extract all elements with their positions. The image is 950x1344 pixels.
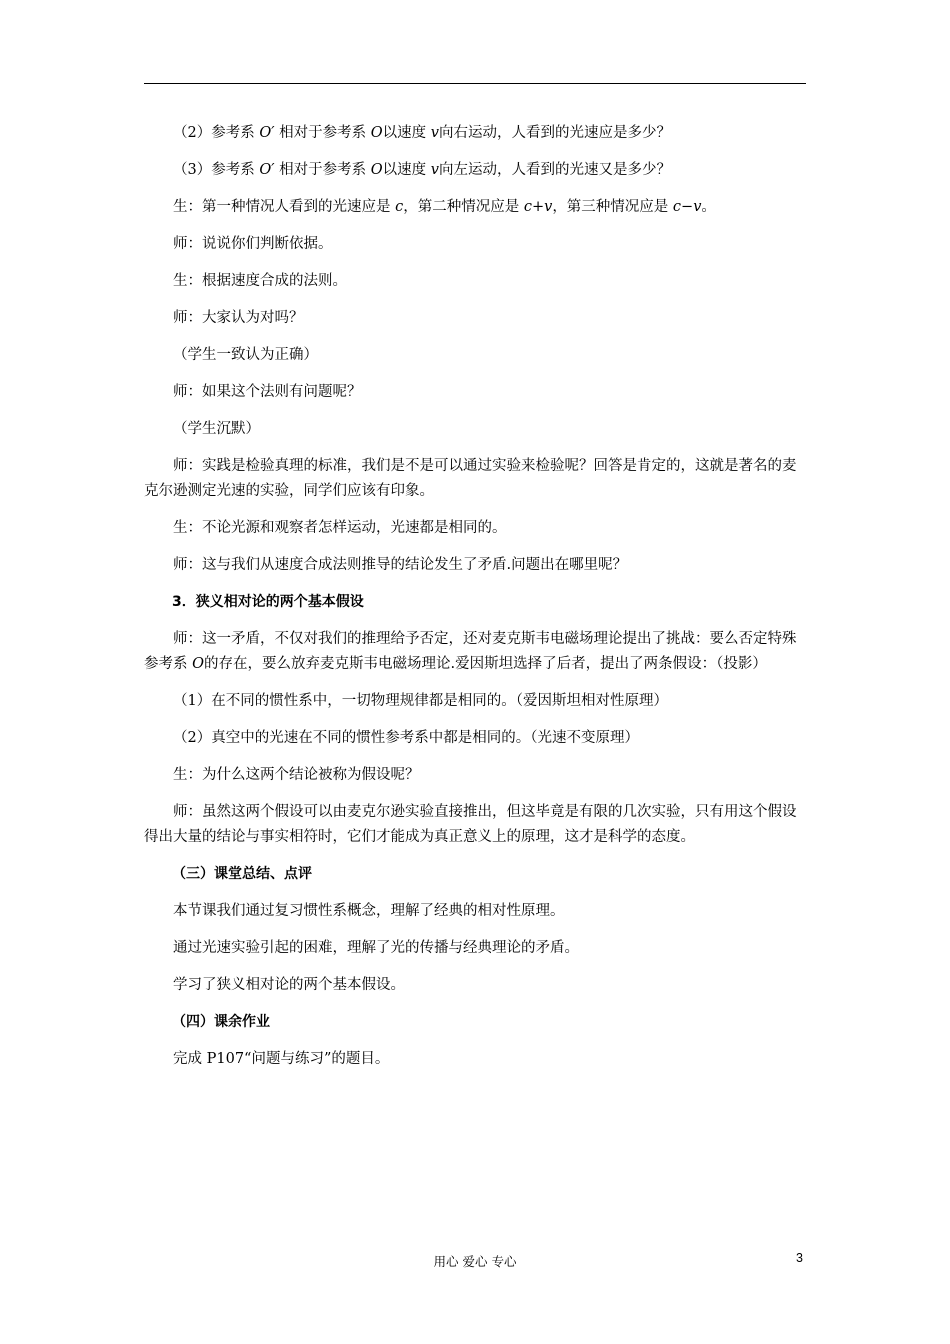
section-heading: 3．狭义相对论的两个基本假设 xyxy=(172,594,364,610)
document-body xyxy=(144,121,806,1084)
postulate-2: （2）真空中的光速在不同的惯性参考系中都是相同的。（光速不变原理） xyxy=(173,730,639,746)
page-footer: 用心 爱心 专心 xyxy=(433,1254,517,1269)
dialogue-line: 师：虽然这两个假设可以由麦克尔逊实验直接推出，但这毕竟是有限的几次实验，只有用这个假设得出大量的结论与事实相符时，它们才能成为真正意义上的原理，这才是科学的态度。 xyxy=(144,804,797,845)
question-2: （2）参考系 O′ 相对于参考系 O以速度 v向右运动，人看到的光速应是多少？ xyxy=(173,125,671,141)
dialogue-line: 师：说说你们判断依据。 xyxy=(173,236,333,252)
conflict-paragraph: 师：这一矛盾，不仅对我们的推理给予否定，还对麦克斯韦电磁场理论提出了挑战：要么否定特殊参考系 O的存在，要么放弃麦克斯韦电磁场理论.爱因斯坦选择了后者，提出了两条假设：（投影） xyxy=(144,631,797,672)
question-3: （3）参考系 O′ 相对于参考系 O以速度 v向左运动，人看到的光速又是多少？ xyxy=(173,162,671,178)
dialogue-line: 生：为什么这两个结论被称为假设呢？ xyxy=(173,767,420,783)
header-rule xyxy=(144,83,806,84)
dialogue-line: 生：根据速度合成的法则。 xyxy=(173,273,347,289)
dialogue-line: 师：大家认为对吗？ xyxy=(173,310,304,326)
dialogue-line: （学生一致认为正确） xyxy=(173,347,318,363)
dialogue-line: 师：这与我们从速度合成法则推导的结论发生了矛盾.问题出在哪里呢？ xyxy=(173,557,628,573)
summary-line: 本节课我们通过复习惯性系概念，理解了经典的相对性原理。 xyxy=(173,903,565,919)
summary-heading: （三）课堂总结、点评 xyxy=(172,866,312,882)
page-number: 3 xyxy=(796,1251,803,1265)
dialogue-line: 生：不论光源和观察者怎样运动，光速都是相同的。 xyxy=(173,520,507,536)
dialogue-line: 师：实践是检验真理的标准，我们是不是可以通过实验来检验呢？回答是肯定的，这就是著名的麦克尔逊测定光速的实验，同学们应该有印象。 xyxy=(144,458,797,499)
postulate-1: （1）在不同的惯性系中，一切物理规律都是相同的。（爱因斯坦相对性原理） xyxy=(173,693,668,709)
dialogue-line: （学生沉默） xyxy=(173,421,260,437)
dialogue-line: 师：如果这个法则有问题呢？ xyxy=(173,384,362,400)
student-answer: 生：第一种情况人看到的光速应是 c，第二种情况应是 c+v，第三种情况应是 c−v。 xyxy=(173,199,716,215)
homework-heading: （四）课余作业 xyxy=(172,1014,270,1030)
summary-line: 学习了狭义相对论的两个基本假设。 xyxy=(173,977,405,993)
summary-line: 通过光速实验引起的困难，理解了光的传播与经典理论的矛盾。 xyxy=(173,940,579,956)
homework-text: 完成 P107“问题与练习”的题目。 xyxy=(173,1051,390,1067)
